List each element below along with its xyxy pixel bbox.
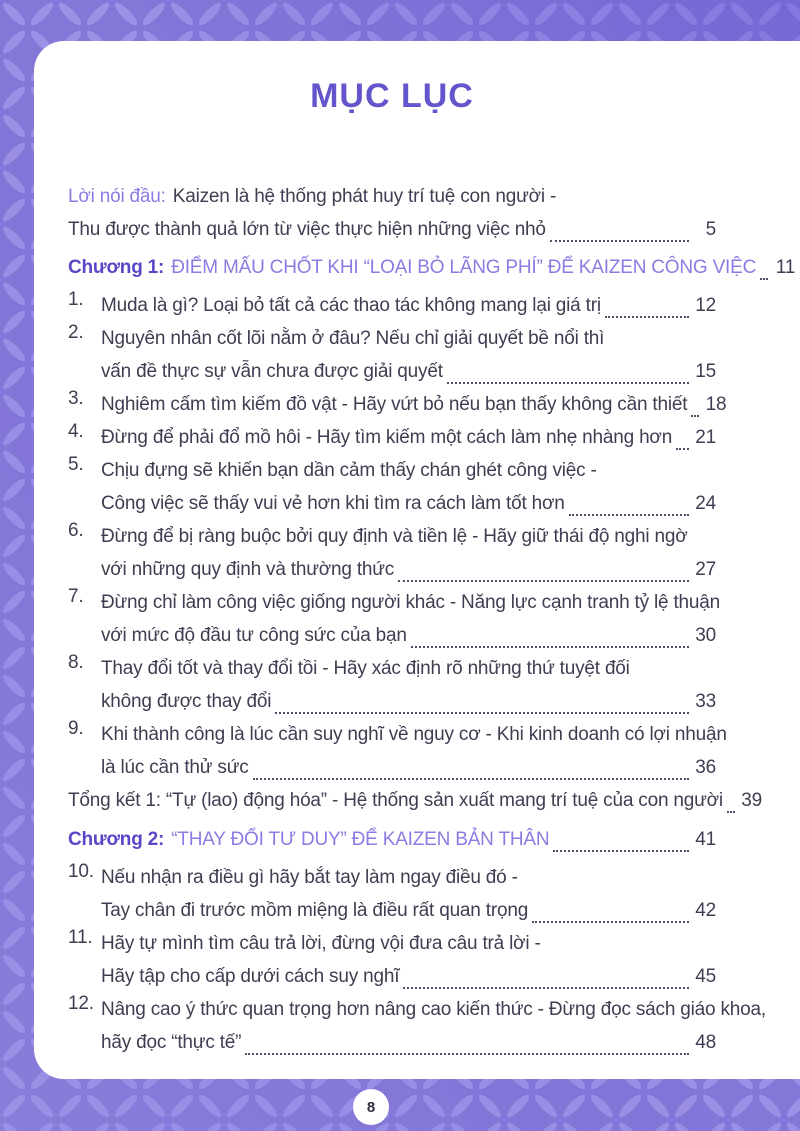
entry-page-number: 5 bbox=[705, 219, 716, 240]
dot-leader bbox=[275, 685, 689, 714]
entry-page-number: 36 bbox=[695, 757, 716, 778]
entry-page-number: 33 bbox=[695, 691, 716, 712]
dot-leader bbox=[569, 487, 689, 516]
entry-page-number: 48 bbox=[695, 1032, 716, 1053]
entry-text: Chịu đựng sẽ khiến bạn dần cảm thấy chán ghét công việc - bbox=[101, 460, 597, 481]
entry-text: Đừng chỉ làm công việc giống người khác - Năng lực cạnh tranh tỷ lệ thuận bbox=[101, 592, 721, 613]
entry-page-number: 45 bbox=[695, 966, 716, 987]
entry-text: hãy đọc “thực tế” bbox=[101, 1032, 242, 1053]
entry-text: Thay đổi tốt và thay đổi tồi - Hãy xác định rõ những thứ tuyệt đối bbox=[101, 658, 630, 679]
entry-text: Tay chân đi trước mồm miệng là điều rất quan trọng bbox=[101, 900, 529, 921]
content-panel bbox=[34, 41, 800, 1079]
toc-entry-item bbox=[68, 927, 716, 993]
dot-leader bbox=[760, 251, 768, 280]
page-title: MỤC LỤC bbox=[310, 77, 474, 115]
entry-page-number: 24 bbox=[695, 493, 716, 514]
entry-page-number: 12 bbox=[695, 295, 716, 316]
entry-text: Đừng để phải đổ mồ hôi - Hãy tìm kiếm một cách làm nhẹ nhàng hơn bbox=[101, 427, 673, 448]
entry-page-number: 18 bbox=[705, 394, 727, 415]
entry-text: với những quy định và thường thức bbox=[101, 559, 395, 580]
entry-number: 5. bbox=[68, 454, 84, 475]
entry-text: với mức độ đầu tư công sức của bạn bbox=[101, 625, 407, 646]
entry-text: Nguyên nhân cốt lõi nằm ở đâu? Nếu chỉ giải quyết bề nổi thì bbox=[101, 328, 605, 349]
entry-text: Nếu nhận ra điều gì hãy bắt tay làm ngay điều đó - bbox=[101, 867, 518, 888]
toc-entry-item bbox=[68, 454, 716, 520]
toc-entry-chapter-2 bbox=[68, 823, 716, 856]
entry-page-number: 30 bbox=[695, 625, 716, 646]
entry-number: 4. bbox=[68, 421, 84, 442]
entry-text: Muda là gì? Loại bỏ tất cả các thao tác không mang lại giá trị bbox=[101, 295, 601, 316]
toc-entry-item bbox=[68, 520, 716, 586]
chapter-label: Chương 2: bbox=[68, 829, 165, 850]
entry-number: 3. bbox=[68, 388, 84, 409]
preface-label: Lời nói đầu: bbox=[68, 186, 166, 207]
dot-leader bbox=[245, 1026, 689, 1055]
page-number: 8 bbox=[366, 1098, 376, 1116]
toc-entry-item bbox=[68, 718, 727, 784]
toc-entry-preface bbox=[68, 180, 716, 246]
entry-number: 7. bbox=[68, 586, 84, 607]
entry-number: 6. bbox=[68, 520, 84, 541]
entry-text: Công việc sẽ thấy vui vẻ hơn khi tìm ra cách làm tốt hơn bbox=[101, 493, 565, 514]
entry-text: Hãy tự mình tìm câu trả lời, đừng vội đưa câu trả lời - bbox=[101, 933, 541, 954]
chapter-title: “THAY ĐỔI TƯ DUY” ĐỂ KAIZEN BẢN THÂN bbox=[171, 829, 550, 850]
entry-text: là lúc cần thử sức bbox=[101, 757, 249, 778]
entry-number: 2. bbox=[68, 322, 84, 343]
entry-page-number: 41 bbox=[695, 829, 716, 850]
entry-text: Hãy tập cho cấp dưới cách suy nghĩ bbox=[101, 966, 400, 987]
entry-page-number: 21 bbox=[695, 427, 716, 448]
entry-number: 1. bbox=[68, 289, 84, 310]
entry-text: Nghiêm cấm tìm kiếm đồ vật - Hãy vứt bỏ nếu bạn thấy không cần thiết bbox=[101, 394, 688, 415]
entry-page-number: 11 bbox=[775, 257, 796, 278]
table-of-contents bbox=[68, 180, 796, 1059]
entry-number: 12. bbox=[68, 993, 94, 1014]
entry-text: không được thay đổi bbox=[101, 691, 272, 712]
entry-number: 10. bbox=[68, 861, 94, 882]
toc-entry-chapter-1 bbox=[68, 251, 796, 284]
entry-number: 9. bbox=[68, 718, 84, 739]
dot-leader bbox=[447, 355, 689, 384]
dot-leader bbox=[532, 894, 689, 923]
toc-entry-item bbox=[68, 993, 766, 1059]
dot-leader bbox=[550, 213, 689, 242]
chapter-title: ĐIỂM MẤU CHỐT KHI “LOẠI BỎ LÃNG PHÍ” ĐỂ KAIZEN CÔNG VIỆC bbox=[171, 257, 757, 278]
page-number-badge bbox=[353, 1089, 389, 1125]
toc-entry-item bbox=[68, 586, 721, 652]
entry-text: Tổng kết 1: “Tự (lao) động hóa” - Hệ thống sản xuất mang trí tuệ của con người bbox=[68, 790, 723, 811]
toc-entry-item bbox=[68, 322, 716, 388]
entry-page-number: 42 bbox=[695, 900, 716, 921]
toc-entry-item bbox=[68, 421, 716, 454]
entry-text: Nâng cao ý thức quan trọng hơn nâng cao kiến thức - Đừng đọc sách giáo khoa, bbox=[101, 999, 766, 1020]
chapter-label: Chương 1: bbox=[68, 257, 165, 278]
toc-entry-item bbox=[68, 388, 727, 421]
entry-text: vấn đề thực sự vẫn chưa được giải quyết bbox=[101, 361, 443, 382]
entry-number: 8. bbox=[68, 652, 84, 673]
entry-page-number: 39 bbox=[741, 790, 762, 811]
dot-leader bbox=[605, 289, 689, 318]
dot-leader bbox=[553, 823, 689, 852]
dot-leader bbox=[403, 960, 689, 989]
dot-leader bbox=[253, 751, 689, 780]
dot-leader bbox=[691, 388, 699, 417]
dot-leader bbox=[676, 421, 689, 450]
entry-page-number: 27 bbox=[695, 559, 716, 580]
toc-entry-item bbox=[68, 289, 716, 322]
entry-text: Thu được thành quả lớn từ việc thực hiện những việc nhỏ bbox=[68, 219, 546, 240]
dot-leader bbox=[411, 619, 689, 648]
entry-page-number: 15 bbox=[695, 361, 716, 382]
entry-text: Đừng để bị ràng buộc bởi quy định và tiền lệ - Hãy giữ thái độ nghi ngờ bbox=[101, 526, 688, 547]
entry-text: Kaizen là hệ thống phát huy trí tuệ con người - bbox=[172, 186, 557, 207]
entry-text: Khi thành công là lúc cần suy nghĩ về nguy cơ - Khi kinh doanh có lợi nhuận bbox=[101, 724, 727, 745]
toc-entry-item bbox=[68, 861, 716, 927]
dot-leader bbox=[398, 553, 689, 582]
entry-number: 11. bbox=[68, 927, 93, 948]
dot-leader bbox=[727, 784, 735, 813]
toc-entry-summary bbox=[68, 784, 762, 817]
toc-entry-item bbox=[68, 652, 716, 718]
